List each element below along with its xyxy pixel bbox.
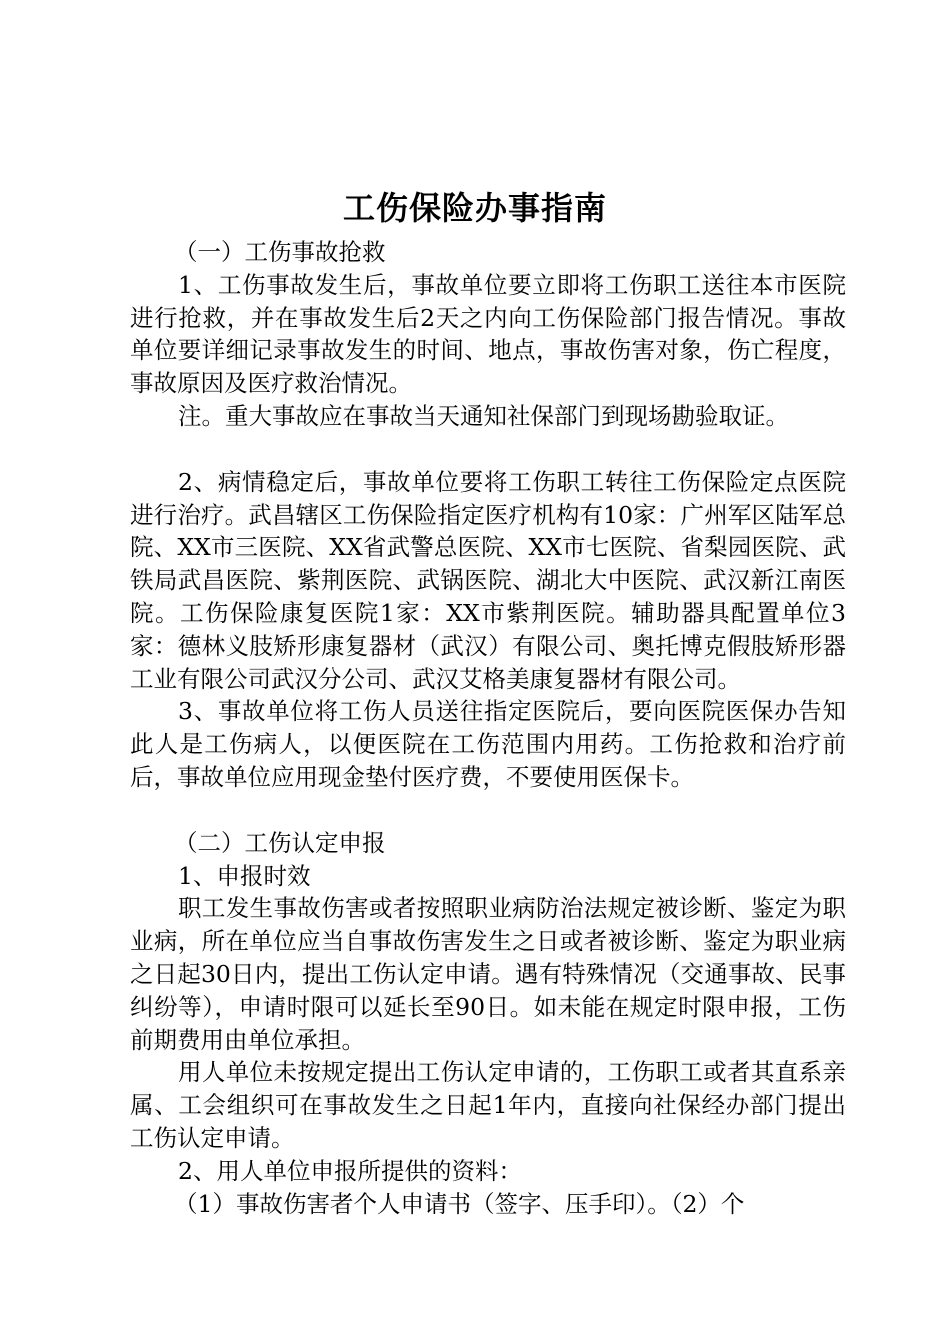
paragraph-gap <box>130 794 846 827</box>
document-title: 工伤保险办事指南 <box>342 189 607 227</box>
note-paragraph: 注。重大事故应在事故当天通知社保部门到现场勘验取证。 <box>178 401 789 430</box>
subheading: 1、申报时效 <box>178 861 311 890</box>
document-body <box>130 236 846 1220</box>
paragraph: （1）事故伤害者个人申请书（签字、压手印）。（2）个 <box>174 1189 745 1218</box>
paragraph: 2、病情稳定后，事故单位要将工伤职工转往工伤保险定点医院进行治疗。武昌辖区工伤保险指定医疗机构有10家：广州军区陆军总院、XX市三医院、XX省武警总医院、XX市七医院、省梨园医院、武铁局武昌医院、紫荆医院、武锅医院、湖北大中医院、武汉新江南医院。工伤保险康复医院1家：XX市紫荆医院。辅助器具配置单位3家：德林义肢矫形康复器材（武汉）有限公司、奥托博克假肢矫形器工业有限公司武汉分公司、武汉艾格美康复器材有限公司。 <box>130 467 846 693</box>
paragraph: 用人单位未按规定提出工伤认定申请的，工伤职工或者其直系亲属、工会组织可在事故发生之日起1年内，直接向社保经办部门提出工伤认定申请。 <box>130 1058 846 1152</box>
paragraph: 1、工伤事故发生后，事故单位要立即将工伤职工送往本市医院进行抢救，并在事故发生后2天之内向工伤保险部门报告情况。事故单位要详细记录事故发生的时间、地点，事故伤害对象，伤亡程度，事故原因及医疗救治情况。 <box>130 270 846 398</box>
subheading: 2、用人单位申报所提供的资料： <box>178 1156 522 1185</box>
section-heading: （二）工伤认定申报 <box>174 828 386 857</box>
paragraph-gap <box>130 433 846 466</box>
paragraph: 3、事故单位将工伤人员送往指定医院后，要向医院医保办告知此人是工伤病人，以便医院在工伤范围内用药。工伤抢救和治疗前后，事故单位应用现金垫付医疗费，不要使用医保卡。 <box>130 697 846 791</box>
paragraph: 职工发生事故伤害或者按照职业病防治法规定被诊断、鉴定为职业病，所在单位应当自事故伤害发生之日或者被诊断、鉴定为职业病之日起30日内，提出工伤认定申请。遇有特殊情况（交通事故、民事纠纷等），申请时限可以延长至90日。如未能在规定时限申报，工伤前期费用由单位承担。 <box>130 894 846 1054</box>
section-heading: （一）工伤事故抢救 <box>174 238 386 266</box>
